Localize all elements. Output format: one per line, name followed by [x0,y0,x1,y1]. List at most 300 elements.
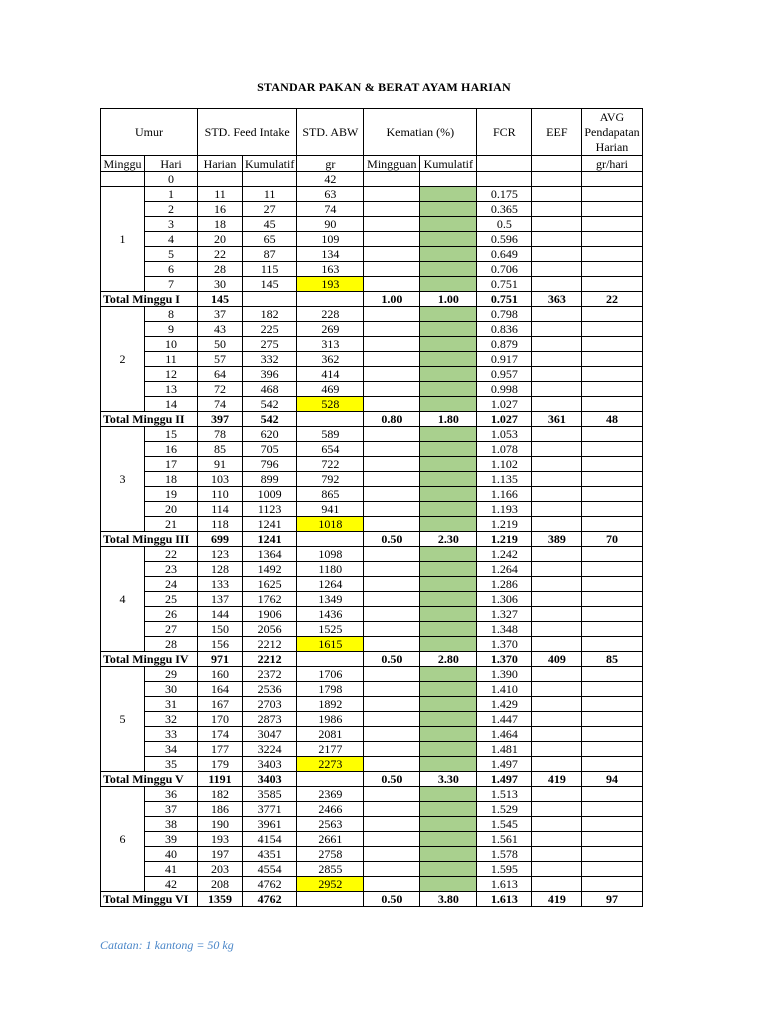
total-avg: 94 [582,772,642,787]
kematian-kumulatif-cell [420,802,477,817]
avg-cell [582,592,642,607]
abw-cell: 589 [297,427,364,442]
feed-weight-table [100,108,643,907]
day-row [101,622,643,637]
avg-cell [582,472,642,487]
abw-cell: 1264 [297,577,364,592]
avg-cell [582,847,642,862]
hari-cell: 37 [145,802,198,817]
subheader-hari: Hari [145,156,198,172]
mingguan-cell [364,607,420,622]
kumulatif-cell: 4554 [243,862,297,877]
eef-cell [532,232,582,247]
header-avg [582,109,642,156]
day-row [101,397,643,412]
eef-cell [532,247,582,262]
hari-cell: 4 [145,232,198,247]
day-row [101,517,643,532]
kematian-kumulatif-cell [420,502,477,517]
mingguan-cell [364,727,420,742]
avg-cell [582,547,642,562]
kematian-kumulatif-cell [420,187,477,202]
fcr-cell: 1.613 [477,877,532,892]
eef-cell [532,352,582,367]
hari-cell: 3 [145,217,198,232]
fcr-cell: 0.917 [477,352,532,367]
kematian-kumulatif-cell [420,352,477,367]
mingguan-cell [364,757,420,772]
total-abw [297,772,364,787]
kematian-kumulatif-cell [420,322,477,337]
total-label: Total Minggu III [101,532,198,547]
kematian-kumulatif-cell [420,637,477,652]
eef-cell [532,172,582,187]
eef-cell [532,712,582,727]
abw-cell: 2855 [297,862,364,877]
avg-cell [582,742,642,757]
mingguan-cell [364,697,420,712]
harian-cell: 160 [198,667,243,682]
fcr-cell: 1.390 [477,667,532,682]
abw-cell: 228 [297,307,364,322]
eef-cell [532,457,582,472]
avg-cell [582,247,642,262]
mingguan-cell [364,877,420,892]
kematian-kumulatif-cell [420,397,477,412]
subheader-gr: gr [297,156,364,172]
kumulatif-cell: 1625 [243,577,297,592]
fcr-cell: 0.798 [477,307,532,322]
total-kematian-kumulatif: 2.30 [420,532,477,547]
eef-cell [532,787,582,802]
day-row [101,577,643,592]
total-avg: 85 [582,652,642,667]
mingguan-cell [364,517,420,532]
kumulatif-cell: 1492 [243,562,297,577]
harian-cell: 114 [198,502,243,517]
fcr-cell: 1.464 [477,727,532,742]
total-fcr: 1.027 [477,412,532,427]
mingguan-cell [364,817,420,832]
avg-cell [582,217,642,232]
kumulatif-cell: 45 [243,217,297,232]
eef-cell [532,502,582,517]
fcr-cell: 0.836 [477,322,532,337]
eef-cell [532,862,582,877]
harian-cell: 30 [198,277,243,292]
day-row [101,607,643,622]
mingguan-cell [364,367,420,382]
total-kematian-kumulatif: 1.00 [420,292,477,307]
total-fcr: 1.497 [477,772,532,787]
total-label: Total Minggu I [101,292,198,307]
harian-cell: 85 [198,442,243,457]
harian-cell: 22 [198,247,243,262]
eef-cell [532,667,582,682]
harian-cell: 182 [198,787,243,802]
eef-cell [532,877,582,892]
harian-cell: 11 [198,187,243,202]
kumulatif-cell: 3771 [243,802,297,817]
mingguan-cell [364,322,420,337]
abw-cell: 2177 [297,742,364,757]
avg-cell [582,307,642,322]
abw-cell: 1798 [297,682,364,697]
eef-cell [532,637,582,652]
day-row [101,832,643,847]
kumulatif-cell [243,172,297,187]
kumulatif-cell: 275 [243,337,297,352]
harian-cell: 164 [198,682,243,697]
hari-cell: 33 [145,727,198,742]
abw-cell: 109 [297,232,364,247]
total-eef: 363 [532,292,582,307]
footnote: Catatan: 1 kantong = 50 kg [100,938,234,952]
harian-cell: 177 [198,742,243,757]
harian-cell: 167 [198,697,243,712]
hari-cell: 23 [145,562,198,577]
avg-cell [582,757,642,772]
hari-cell: 39 [145,832,198,847]
day-row [101,232,643,247]
day-row [101,202,643,217]
mingguan-cell [364,262,420,277]
abw-cell: 1349 [297,592,364,607]
fcr-cell: 1.513 [477,787,532,802]
kumulatif-cell: 4351 [243,847,297,862]
day-row [101,817,643,832]
mingguan-cell [364,847,420,862]
total-harian: 971 [198,652,243,667]
eef-cell [532,337,582,352]
mingguan-cell [364,787,420,802]
abw-cell: 1098 [297,547,364,562]
abw-cell: 941 [297,502,364,517]
minggu-cell: 4 [101,547,145,652]
avg-cell [582,502,642,517]
hari-cell: 0 [145,172,198,187]
kematian-kumulatif-cell [420,862,477,877]
kumulatif-cell: 1762 [243,592,297,607]
hari-cell: 6 [145,262,198,277]
day-row [101,322,643,337]
kumulatif-cell: 4154 [243,832,297,847]
kematian-kumulatif-cell [420,607,477,622]
fcr-cell: 1.193 [477,502,532,517]
abw-cell-highlight: 528 [297,397,364,412]
mingguan-cell [364,667,420,682]
fcr-cell: 0.957 [477,367,532,382]
avg-cell [582,232,642,247]
eef-cell [532,397,582,412]
total-row [101,892,643,907]
avg-cell [582,622,642,637]
abw-cell: 792 [297,472,364,487]
avg-cell [582,517,642,532]
fcr-cell: 0.751 [477,277,532,292]
day-row [101,427,643,442]
abw-cell: 163 [297,262,364,277]
kumulatif-cell: 2372 [243,667,297,682]
eef-cell [532,262,582,277]
harian-cell: 137 [198,592,243,607]
harian-cell: 103 [198,472,243,487]
total-fcr: 1.370 [477,652,532,667]
day-row [101,547,643,562]
day-row [101,382,643,397]
harian-cell: 37 [198,307,243,322]
day-row [101,217,643,232]
avg-cell [582,337,642,352]
hari-cell: 32 [145,712,198,727]
avg-cell [582,667,642,682]
day-row [101,352,643,367]
abw-cell: 654 [297,442,364,457]
mingguan-cell [364,217,420,232]
mingguan-cell [364,277,420,292]
abw-cell-highlight: 2952 [297,877,364,892]
abw-cell: 1180 [297,562,364,577]
eef-cell [532,757,582,772]
mingguan-cell [364,442,420,457]
harian-cell: 28 [198,262,243,277]
kumulatif-cell: 2873 [243,712,297,727]
harian-cell: 170 [198,712,243,727]
subheader-row [101,156,643,172]
mingguan-cell [364,622,420,637]
fcr-cell: 1.410 [477,682,532,697]
kematian-kumulatif-cell [420,742,477,757]
day-row [101,697,643,712]
total-row [101,412,643,427]
fcr-cell: 0.175 [477,187,532,202]
total-avg: 48 [582,412,642,427]
total-kematian-kumulatif: 1.80 [420,412,477,427]
total-mingguan: 0.50 [364,652,420,667]
total-mingguan: 0.50 [364,892,420,907]
minggu-cell: 6 [101,787,145,892]
fcr-cell: 0.365 [477,202,532,217]
fcr-cell: 1.264 [477,562,532,577]
harian-cell: 208 [198,877,243,892]
abw-cell: 722 [297,457,364,472]
mingguan-cell [364,337,420,352]
kematian-kumulatif-cell [420,202,477,217]
kematian-kumulatif-cell [420,172,477,187]
kumulatif-cell: 182 [243,307,297,322]
day-row [101,457,643,472]
eef-cell [532,802,582,817]
kematian-kumulatif-cell [420,487,477,502]
total-label: Total Minggu IV [101,652,198,667]
hari-cell: 25 [145,592,198,607]
abw-cell: 414 [297,367,364,382]
kumulatif-cell: 1364 [243,547,297,562]
hari-cell: 40 [145,847,198,862]
header-eef: EEF [532,109,582,156]
kematian-kumulatif-cell [420,787,477,802]
avg-cell [582,607,642,622]
mingguan-cell [364,202,420,217]
day-row [101,277,643,292]
mingguan-cell [364,472,420,487]
hari-cell: 28 [145,637,198,652]
total-eef: 419 [532,892,582,907]
fcr-cell: 1.306 [477,592,532,607]
total-eef: 361 [532,412,582,427]
day-row [101,187,643,202]
abw-cell-highlight: 1615 [297,637,364,652]
fcr-cell: 1.078 [477,442,532,457]
abw-cell: 865 [297,487,364,502]
total-label: Total Minggu VI [101,892,198,907]
eef-cell [532,817,582,832]
mingguan-cell [364,682,420,697]
hari-cell: 8 [145,307,198,322]
eef-cell [532,427,582,442]
avg-cell [582,562,642,577]
fcr-cell: 0.706 [477,262,532,277]
avg-cell [582,712,642,727]
day-row [101,667,643,682]
hari-cell: 30 [145,682,198,697]
hari-cell: 20 [145,502,198,517]
fcr-cell: 0.5 [477,217,532,232]
header-umur: Umur [101,109,198,156]
harian-cell: 179 [198,757,243,772]
total-label: Total Minggu V [101,772,198,787]
harian-cell: 16 [198,202,243,217]
avg-cell [582,487,642,502]
hari-cell: 5 [145,247,198,262]
eef-cell [532,742,582,757]
header-row [101,109,643,156]
day-row [101,742,643,757]
harian-cell: 150 [198,622,243,637]
hari-cell: 19 [145,487,198,502]
abw-cell: 74 [297,202,364,217]
subheader-grhari: gr/hari [582,156,642,172]
kematian-kumulatif-cell [420,382,477,397]
avg-cell [582,172,642,187]
fcr-cell: 1.027 [477,397,532,412]
hari-cell: 36 [145,787,198,802]
eef-cell [532,607,582,622]
fcr-cell: 0.998 [477,382,532,397]
hari-cell: 24 [145,577,198,592]
total-kumulatif: 542 [243,412,297,427]
mingguan-cell [364,397,420,412]
hari-cell: 9 [145,322,198,337]
total-eef: 389 [532,532,582,547]
fcr-cell: 1.348 [477,622,532,637]
harian-cell: 186 [198,802,243,817]
hari-cell: 38 [145,817,198,832]
abw-cell: 1892 [297,697,364,712]
abw-cell: 2369 [297,787,364,802]
abw-cell: 2758 [297,847,364,862]
eef-cell [532,577,582,592]
total-avg: 22 [582,292,642,307]
hari-cell: 29 [145,667,198,682]
eef-cell [532,832,582,847]
hari-cell: 31 [145,697,198,712]
abw-cell: 90 [297,217,364,232]
harian-cell: 110 [198,487,243,502]
eef-cell [532,487,582,502]
kematian-kumulatif-cell [420,847,477,862]
harian-cell: 43 [198,322,243,337]
subheader-eef-empty [532,156,582,172]
mingguan-cell [364,547,420,562]
minggu-cell: 5 [101,667,145,772]
kumulatif-cell: 3961 [243,817,297,832]
mingguan-cell [364,742,420,757]
hari-cell: 2 [145,202,198,217]
kematian-kumulatif-cell [420,442,477,457]
avg-cell [582,382,642,397]
kumulatif-cell: 705 [243,442,297,457]
day-row [101,367,643,382]
hari-cell: 13 [145,382,198,397]
day-row [101,682,643,697]
avg-cell [582,802,642,817]
fcr-cell: 1.102 [477,457,532,472]
abw-cell-highlight: 2273 [297,757,364,772]
harian-cell: 123 [198,547,243,562]
subheader-mingguan: Mingguan [364,156,420,172]
fcr-cell: 1.595 [477,862,532,877]
fcr-cell: 1.561 [477,832,532,847]
fcr-cell [477,172,532,187]
total-row [101,292,643,307]
kumulatif-cell: 115 [243,262,297,277]
total-kematian-kumulatif: 3.30 [420,772,477,787]
harian-cell: 156 [198,637,243,652]
eef-cell [532,307,582,322]
harian-cell: 57 [198,352,243,367]
abw-cell: 2466 [297,802,364,817]
total-harian: 145 [198,292,243,307]
header-kematian: Kematian (%) [364,109,477,156]
mingguan-cell [364,382,420,397]
subheader-fcr-empty [477,156,532,172]
kumulatif-cell: 2536 [243,682,297,697]
hari-cell: 22 [145,547,198,562]
eef-cell [532,367,582,382]
total-mingguan: 0.80 [364,412,420,427]
eef-cell [532,202,582,217]
avg-cell [582,727,642,742]
harian-cell: 197 [198,847,243,862]
header-avg-line: Harian [595,139,629,154]
kumulatif-cell: 620 [243,427,297,442]
kumulatif-cell: 1906 [243,607,297,622]
kematian-kumulatif-cell [420,877,477,892]
total-kumulatif [243,292,297,307]
kematian-kumulatif-cell [420,757,477,772]
mingguan-cell [364,487,420,502]
total-harian: 1191 [198,772,243,787]
total-avg: 97 [582,892,642,907]
abw-cell: 1706 [297,667,364,682]
fcr-cell: 0.649 [477,247,532,262]
harian-cell: 118 [198,517,243,532]
kumulatif-cell: 1241 [243,517,297,532]
kumulatif-cell: 3224 [243,742,297,757]
abw-cell: 362 [297,352,364,367]
total-row [101,532,643,547]
